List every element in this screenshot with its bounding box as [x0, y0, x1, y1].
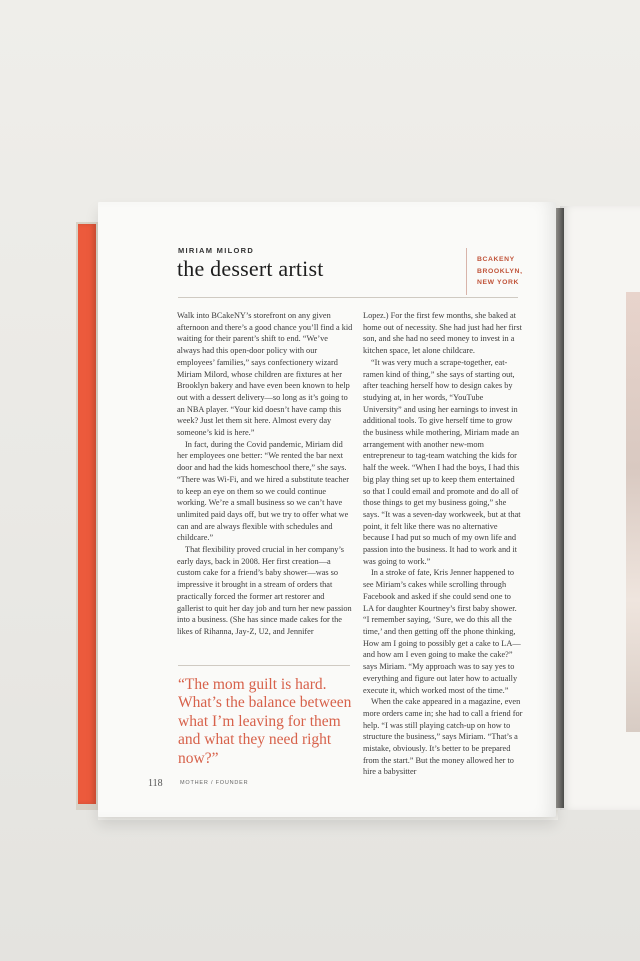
body-paragraph: In a stroke of fate, Kris Jenner happened to see Miriam’s cakes while scrolling through Facebook and asked if she could send one to LA for daughter Kourtney’s first baby shower. “I remember saying, ‘Sure, we do this all the time,’ and then getting off the phone thinking, How am I going to possibly get a cake to LA—and how am I even going to make the cake?” says Miriam. “My approach was to say yes to everything and figure out later how to actually execute it, which worked most of the time.” [363, 568, 521, 695]
body-paragraph: In fact, during the Covid pandemic, Miriam did her employees one better: “We rented the bar next door and had the kids homeschool there,” she says. “There was Wi-Fi, and we hired a substitute teacher to keep an eye on them so we could continue working. We’re a small business so we can’t have unlimited paid days off, but we try to offer what we can and are always flexible with schedules and childcare.” [177, 439, 350, 543]
body-paragraph: Lopez.) For the first few months, she baked at home out of necessity. She had just had her first son, and she had no seed money to invest in a kitchen space, let alone childcare. [363, 311, 522, 356]
book-spine [78, 224, 96, 804]
article-title: the dessert artist [177, 256, 324, 281]
location-line: NEW YORK [477, 279, 520, 287]
location-line: BCAKENY [477, 256, 515, 263]
body-paragraph: Walk into BCakeNY’s storefront on any given afternoon and there’s a good chance you’ll find a kid waiting for their parent’s shift to end. “We’ve always had this open-door policy with our employees’ families,” says confectionery wizard Miriam Milord, whose children are fixtures at her Brooklyn bakery and have even been known to help out with a dessert delivery—so long as it’s going to an NBA player. “Your kid doesn’t have camp this week? Just let them sit here. Almost every day someone’s kid is here.” [177, 311, 353, 438]
body-paragraph: That flexibility proved crucial in her company’s early days, back in 2008. Her first creation—a custom cake for a friend’s baby shower—was so impressive it brought in a stream of orders that practically forced the former art restorer and gallerist to quit her day job and turn her new passion into a business. (She has since made cakes for the likes of Rihanna, Jay-Z, U2, and Jennifer [177, 545, 352, 636]
body-column-right [363, 310, 523, 778]
body-paragraph: When the cake appeared in a magazine, even more orders came in; she had to call a friend for help. “I was still playing catch-up on how to structure the business,” says Miriam. “That’s a mistake, obviously. It’s better to be prepared from the start.” But the money allowed her to hire a babysitter [363, 697, 523, 777]
article-kicker: MIRIAM MILORD [178, 246, 255, 255]
body-paragraph: “It was very much a scrape-together, eat-ramen kind of thing,” she says of starting out, after teaching herself how to design cakes by studying at, in her words, “YouTube University” and using her earnings to invest in additional tools. To give herself time to grow the business while mothering, Miriam made an arrangement with another new-mom entrepreneur to tag-team watching the kids for half the week. “When I had the boys, I had this big play thing set up to keep them entertained so that I could email and promote and do all of those things to get my business going,” she says. “It was a seven-day workweek, but at that point, it felt like there was no alternative because I had put so much of my own life and passion into the business. It had to work and it was going to work.” [363, 357, 521, 566]
location-tag [466, 248, 523, 295]
header-divider [178, 297, 518, 298]
body-column-left [177, 310, 353, 638]
location-line: BROOKLYN, [477, 267, 523, 275]
page-number: 118 [148, 778, 163, 789]
facing-page-photo [626, 292, 640, 732]
pull-quote-divider [178, 665, 350, 666]
running-head: MOTHER / FOUNDER [180, 780, 249, 786]
pull-quote: “The mom guilt is hard. What’s the balance between what I’m leaving for them and what they need right now?” [178, 676, 352, 767]
